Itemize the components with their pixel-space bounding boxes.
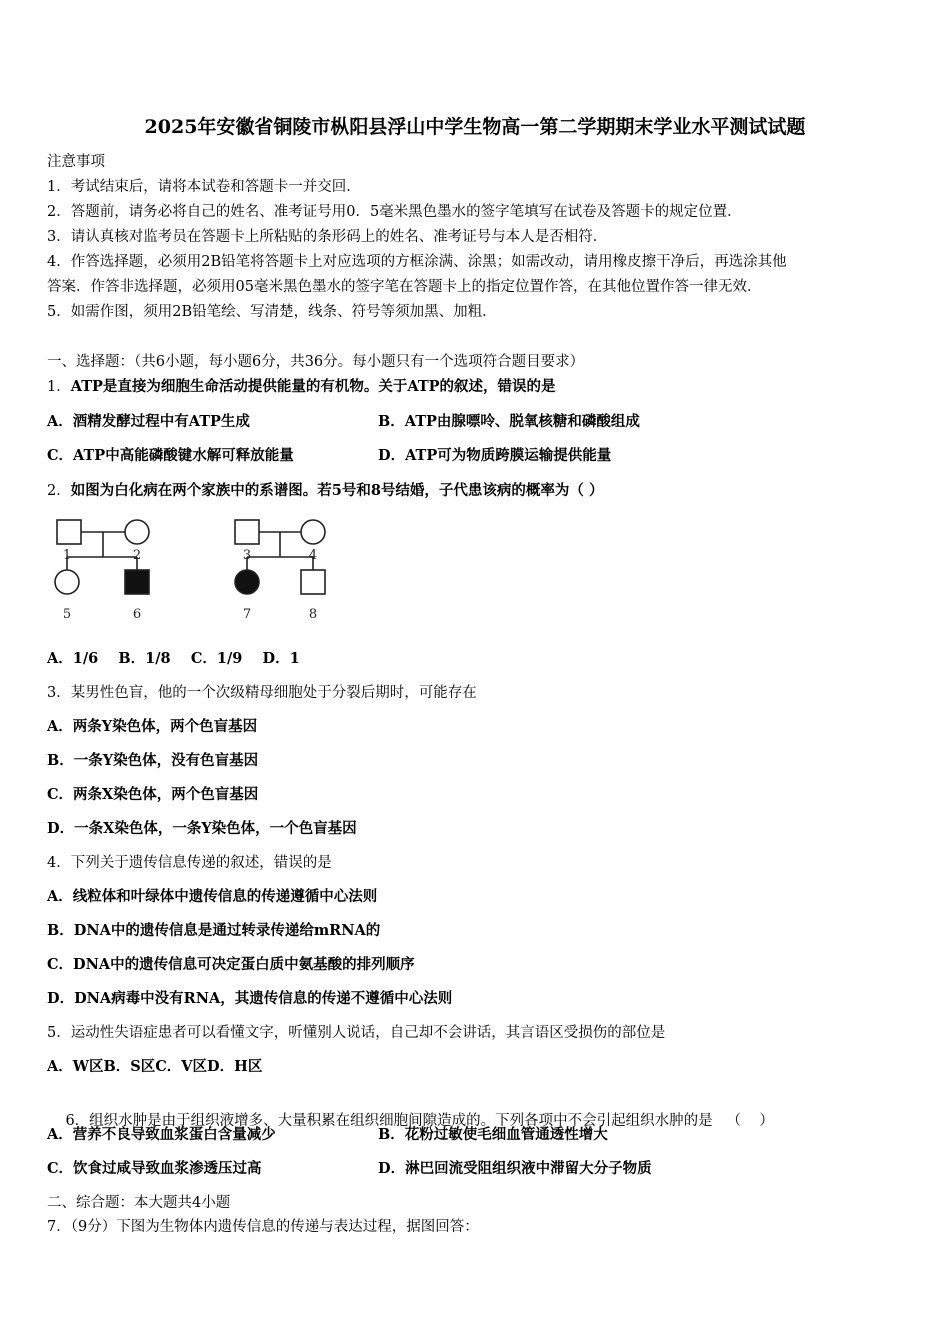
notice-item: 答案．作答非选择题，必须用05毫米黑色墨水的签字笔在答题卡上的指定位置作答，在其他位置作答一律无效． bbox=[47, 279, 762, 295]
question-3 bbox=[47, 683, 477, 703]
q6-option-a: A．营养不良导致血浆蛋白含量减少 bbox=[47, 1126, 276, 1143]
female-5-circle bbox=[55, 570, 79, 594]
question-2 bbox=[47, 481, 603, 501]
pedigree-chart bbox=[45, 512, 345, 632]
question-stem: 组织水肿是由于组织液增多、大量积累在组织细胞间隙造成的。下列各项中不会引起组织水肿的是 （ ） bbox=[89, 1113, 774, 1129]
q1-option-b: B．ATP由腺嘌呤、脱氧核糖和磷酸组成 bbox=[378, 413, 640, 430]
question-5 bbox=[47, 1023, 665, 1043]
pedigree-label: 8 bbox=[308, 607, 318, 622]
question-stem: ATP是直接为细胞生命活动提供能量的有机物。关于ATP的叙述，错误的是 bbox=[70, 378, 556, 395]
question-7 bbox=[47, 1217, 479, 1237]
notice-item: 2．答题前，请务必将自己的姓名、准考证号用0．5毫米黑色墨水的签字笔填写在试卷及答题卡的规定位置． bbox=[47, 204, 742, 220]
page-title: 2025年安徽省铜陵市枞阳县浮山中学生物高一第二学期期末学业水平测试试题 bbox=[144, 116, 806, 138]
pedigree-label: 4 bbox=[308, 548, 318, 563]
question-number: 7． bbox=[47, 1219, 71, 1235]
pedigree-label: 2 bbox=[132, 548, 142, 563]
q3-option-b: B．一条Y染色体，没有色盲基因 bbox=[47, 752, 259, 769]
question-stem: 运动性失语症患者可以看懂文字，听懂别人说话，自己却不会讲话，其言语区受损伤的部位是 bbox=[70, 1025, 666, 1041]
q6-option-b: B．花粉过敏使毛细血管通透性增大 bbox=[378, 1126, 608, 1143]
question-stem: 某男性色盲，他的一个次级精母细胞处于分裂后期时，可能存在 bbox=[70, 685, 477, 701]
question-4 bbox=[47, 853, 332, 873]
question-number: 6． bbox=[65, 1113, 90, 1129]
notice-heading: 注意事项 bbox=[47, 154, 105, 170]
notice-item: 1．考试结束后，请将本试卷和答题卡一并交回． bbox=[47, 179, 361, 195]
female-4-circle bbox=[301, 520, 325, 544]
question-number: 2． bbox=[47, 483, 71, 499]
q3-option-a: A．两条Y染色体，两个色盲基因 bbox=[47, 718, 258, 735]
section-heading-comprehensive: 二、综合题：本大题共4小题 bbox=[47, 1195, 231, 1211]
question-number: 1． bbox=[47, 379, 71, 395]
q4-option-d: D．DNA病毒中没有RNA，其遗传信息的传递不遵循中心法则 bbox=[47, 990, 453, 1007]
q6-option-c: C．饮食过咸导致血浆渗透压过高 bbox=[47, 1160, 262, 1177]
question-stem: 如图为白化病在两个家族中的系谱图。若5号和8号结婚，子代患该病的概率为（ ） bbox=[70, 482, 604, 499]
question-1 bbox=[47, 377, 556, 397]
question-stem: 下列关于遗传信息传递的叙述，错误的是 bbox=[70, 855, 332, 871]
question-number: 5． bbox=[47, 1025, 71, 1041]
q1-option-d: D．ATP可为物质跨膜运输提供能量 bbox=[378, 447, 612, 464]
male-1-square bbox=[57, 520, 81, 544]
q4-option-c: C．DNA中的遗传信息可决定蛋白质中氨基酸的排列顺序 bbox=[47, 956, 415, 973]
question-stem: （9分）下图为生物体内遗传信息的传递与表达过程，据图回答： bbox=[70, 1219, 479, 1235]
affected-male-6-square bbox=[125, 570, 149, 594]
q3-option-c: C．两条X染色体，两个色盲基因 bbox=[47, 786, 259, 803]
male-3-square bbox=[235, 520, 259, 544]
q4-option-b: B．DNA中的遗传信息是通过转录传递给mRNA的 bbox=[47, 922, 381, 939]
affected-female-7-circle bbox=[235, 570, 259, 594]
male-8-square bbox=[301, 570, 325, 594]
q5-options: A．W区B．S区C．V区D．H区 bbox=[47, 1058, 263, 1075]
notice-item: 3．请认真核对监考员在答题卡上所粘贴的条形码上的姓名、准考证号与本人是否相符． bbox=[47, 229, 608, 245]
pedigree-label: 5 bbox=[62, 607, 72, 622]
q2-options: A．1/6 B．1/8 C．1/9 D．1 bbox=[47, 650, 300, 667]
pedigree-label: 1 bbox=[62, 548, 72, 563]
q1-option-c: C．ATP中高能磷酸键水解可释放能量 bbox=[47, 447, 294, 464]
q4-option-a: A．线粒体和叶绿体中遗传信息的传递遵循中心法则 bbox=[47, 888, 378, 905]
notice-item: 4．作答选择题，必须用2B铅笔将答题卡上对应选项的方框涂满、涂黑；如需改动，请用橡皮擦干净后，再选涂其他 bbox=[47, 254, 787, 270]
question-number: 3． bbox=[47, 685, 71, 701]
section-heading-choice: 一、选择题：（共6小题，每小题6分，共36分。每小题只有一个选项符合题目要求） bbox=[47, 354, 585, 370]
pedigree-label: 7 bbox=[242, 607, 252, 622]
female-2-circle bbox=[125, 520, 149, 544]
notice-item: 5．如需作图，须用2B铅笔绘、写清楚，线条、符号等须加黑、加粗． bbox=[47, 304, 497, 320]
pedigree-label: 6 bbox=[132, 607, 142, 622]
pedigree-label: 3 bbox=[242, 548, 252, 563]
q1-option-a: A．酒精发酵过程中有ATP生成 bbox=[47, 413, 250, 430]
question-number: 4． bbox=[47, 855, 71, 871]
q3-option-d: D．一条X染色体，一条Y染色体，一个色盲基因 bbox=[47, 820, 357, 837]
q6-option-d: D．淋巴回流受阻组织液中滞留大分子物质 bbox=[378, 1160, 652, 1177]
